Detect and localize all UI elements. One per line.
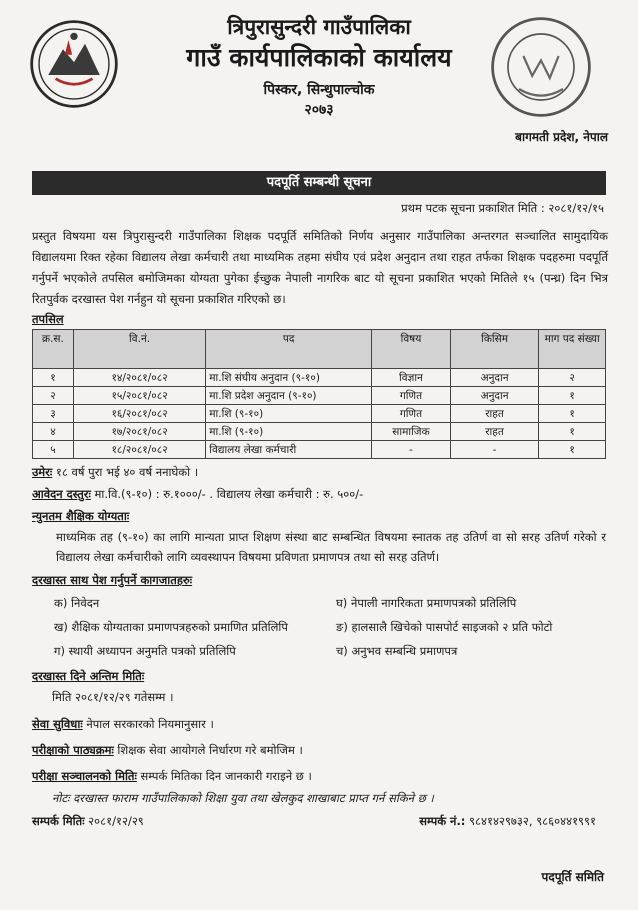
table-cell: मा.शि (९-१०) <box>206 423 372 441</box>
table-cell: अनुदान <box>450 369 539 387</box>
contact-date-label: सम्पर्क मितिः <box>32 814 85 828</box>
table-cell: मा.शि प्रदेश अनुदान (९-१०) <box>206 387 372 405</box>
office-address: पिस्कर, सिन्धुपाल्चोक <box>263 82 375 98</box>
form-note: नोटः दरखास्त फाराम गाउँपालिकाको शिक्षा युवा तथा खेलकुद शाखाबाट प्राप्त गर्न सकिने छ । <box>52 791 434 805</box>
table-cell: १५/२०८१/०८२ <box>73 387 205 405</box>
age-requirement <box>32 463 616 481</box>
column-header: पद <box>206 330 372 369</box>
vacancy-table <box>32 329 606 459</box>
column-header: क्र.स. <box>33 330 74 369</box>
deadline-value: मिति २०८१/१२/२९ गतेसम्म । <box>52 690 174 704</box>
tapsil-heading: तपसिल <box>32 312 64 326</box>
fee-value: मा.वि.(९-१०) : रु.१०००/- . विद्यालय लेखा कर्मचारी : रु. ५००/- <box>90 487 364 501</box>
contact-phone-value: ९८४१४२९७३२, ९८६०४४१९९१ <box>465 814 596 828</box>
exam-value: सम्पर्क मितिका दिन जानकारी गराइने छ । <box>136 769 312 783</box>
deadline-heading <box>32 667 616 685</box>
table-cell: १७/२०८१/०८२ <box>73 423 205 441</box>
table-header-row <box>33 330 606 369</box>
established-year: २०७३ <box>304 102 334 118</box>
list-item: घ) नेपाली नागरिकता प्रमाणपत्रको प्रतिलिपि <box>336 596 517 610</box>
list-item: ग) स्थायी अध्यापन अनुमति पत्रको प्रतिलिपि <box>54 644 236 658</box>
table-cell: १६/२०८१/०८२ <box>73 405 205 423</box>
exam-syllabus <box>32 741 616 759</box>
table-row <box>33 441 606 459</box>
column-header: विषय <box>372 330 451 369</box>
syllabus-label: परीक्षाको पाठ्यक्रमः <box>32 743 114 757</box>
table-cell: २ <box>33 387 74 405</box>
list-item: ख) शैक्षिक योग्यताका प्रमाणपत्रहरुको प्रमाणित प्रतिलिपि <box>54 620 288 634</box>
table-cell: - <box>372 441 451 459</box>
table-cell: ५ <box>33 441 74 459</box>
table-row <box>33 369 606 387</box>
municipality-name: त्रिपुरासुन्दरी गाउँपालिका <box>227 15 411 39</box>
qualification-text: माध्यमिक तह (९-१०) का लागि मान्यता प्राप्त शिक्षण संस्था बाट सम्बन्धित विषयमा स्नातक तह उतिर्ण वा सो सरह उतिर्ण गरेको र विद्यालय लेखा कर्मचारीको लागि व्यवस्थापन विषयमा प्रविणता प्रमाणपत्र तथा सो सरह उतिर्ण। <box>56 530 606 564</box>
table-cell: १८/२०८१/०८२ <box>73 441 205 459</box>
office-seal-icon <box>486 12 596 122</box>
service-facility <box>32 715 616 733</box>
table-cell: मा.शि (९-१०) <box>206 405 372 423</box>
contact-line <box>32 814 596 829</box>
list-item: क) निवेदन <box>54 596 100 610</box>
table-cell: ३ <box>33 405 74 423</box>
table-cell: - <box>450 441 539 459</box>
service-value: नेपाल सरकारको नियमानुसार । <box>82 717 214 731</box>
table-cell: १४/२०८१/०८२ <box>73 369 205 387</box>
table-cell: गणित <box>372 387 451 405</box>
column-header: वि.नं. <box>73 330 205 369</box>
exam-date <box>32 767 616 785</box>
documents-list <box>54 591 616 663</box>
table-cell: गणित <box>372 405 451 423</box>
table-cell: १ <box>33 369 74 387</box>
exam-label: परीक्षा सञ्चालनको मितिः <box>32 769 137 783</box>
letterhead <box>22 0 616 165</box>
table-row <box>33 405 606 423</box>
table-row <box>33 387 606 405</box>
documents-label: दरखास्त साथ पेश गर्नुपर्ने कागजातहरुः <box>32 573 193 587</box>
province-name: बागमती प्रदेश, नेपाल <box>515 130 608 144</box>
fee-label: आवेदन दस्तुरः <box>32 487 91 501</box>
qualification-label: न्युनतम शैक्षिक योग्यताः <box>32 509 130 523</box>
intro-paragraph: प्रस्तुत विषयमा यस त्रिपुरासुन्दरी गाउँपालिका शिक्षक पदपूर्ति समितिको निर्णय अनुसार गाउँपालिका अन्तरगत सञ्चालित सामुदायिक विद्यालयमा रिक्त रहेका विद्यालय लेखा कर्मचारी तथा माध्यमिक तहमा संघीय एवं प्रदेश अनुदान तथा राहत तर्फका शिक्षक पदहरुमा पदपूर्ति गर्नुपर्ने भएकोले तपसिल बमोजिमका योग्यता पुगेका ईच्छुक नेपाली नागरिक बाट यो सूचना प्रकाशित भएको मितिले १५ (पन्ध्र) दिन भित्र रितपुर्वक दरखास्त पेश गर्नहुन यो सूचना प्रकाशित गरिएको छ। <box>32 229 608 306</box>
column-header: माग पद संख्या <box>539 330 606 369</box>
contact-phone-label: सम्पर्क नं.: <box>419 814 466 828</box>
table-cell: ४ <box>33 423 74 441</box>
list-item: ङ) हालसालै खिचेको पासपोर्ट साइजको २ प्रति फोटो <box>336 620 553 634</box>
table-cell: मा.शि संघीय अनुदान (९-१०) <box>206 369 372 387</box>
table-cell: अनुदान <box>450 387 539 405</box>
table-cell: विद्यालय लेखा कर्मचारी <box>206 441 372 459</box>
office-name: गाउँ कार्यपालिकाको कार्यालय <box>186 43 452 72</box>
age-value: १८ वर्ष पुरा भई ४० वर्ष ननाघेको । <box>52 465 199 479</box>
contact-phone <box>419 814 596 829</box>
syllabus-value: शिक्षक सेवा आयोगले निर्धारण गरे बमोजिम । <box>113 743 303 757</box>
table-cell: विज्ञान <box>372 369 451 387</box>
application-fee <box>32 485 616 503</box>
table-cell: १ <box>539 441 606 459</box>
documents-heading <box>32 571 616 589</box>
service-label: सेवा सुविधाः <box>32 717 83 731</box>
notice-title: पदपूर्ति सम्बन्धी सूचना <box>32 171 606 195</box>
table-cell: राहत <box>450 405 539 423</box>
qualification-heading <box>32 507 616 525</box>
table-cell: १ <box>539 387 606 405</box>
list-item: च) अनुभव सम्बन्धि प्रमाणपत्र <box>336 644 458 658</box>
table-cell: २ <box>539 369 606 387</box>
column-header: किसिम <box>450 330 539 369</box>
publish-date: प्रथम पटक सूचना प्रकाशित मिति : २०८१/१२/१५ <box>401 201 604 215</box>
deadline-label: दरखास्त दिने अन्तिम मितिः <box>32 669 145 683</box>
table-cell: १ <box>539 423 606 441</box>
age-label: उमेरः <box>32 465 53 479</box>
table-row <box>33 423 606 441</box>
table-cell: १ <box>539 405 606 423</box>
table-cell: राहत <box>450 423 539 441</box>
contact-date <box>32 814 144 829</box>
committee-signoff: पदपूर्ति समिति <box>541 870 604 884</box>
table-cell: सामाजिक <box>372 423 451 441</box>
contact-date-value: २०८१/१२/२९ <box>84 814 144 828</box>
